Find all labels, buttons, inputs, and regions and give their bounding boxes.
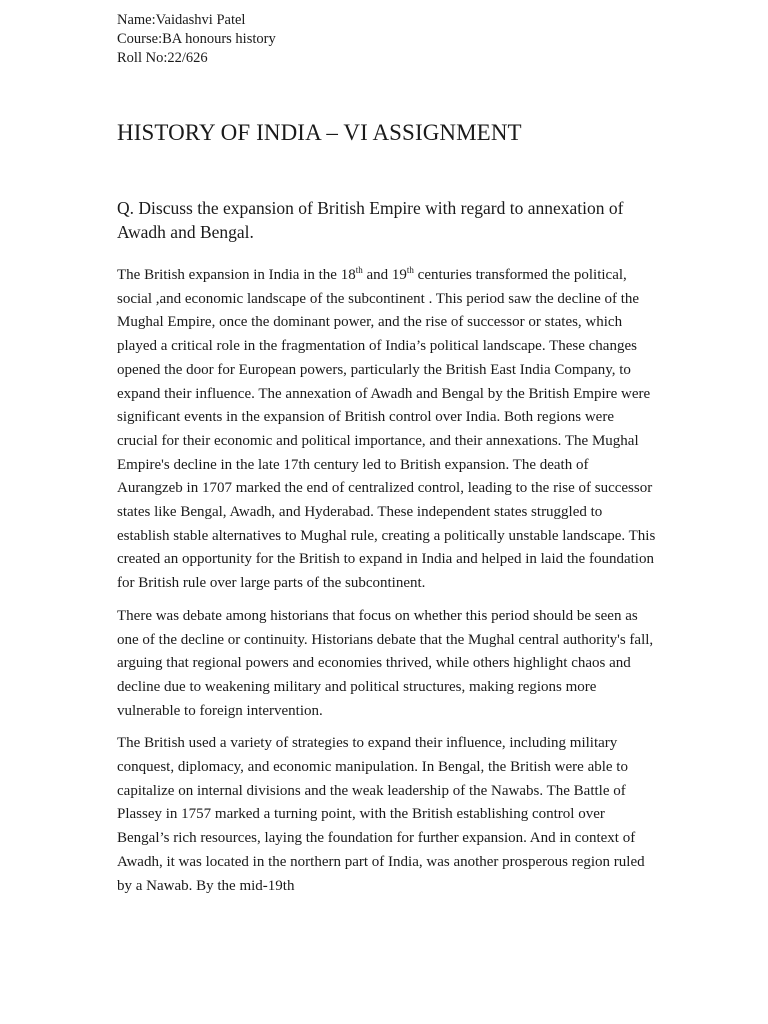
paragraph-1-part-c: centuries transformed the political, social ,and economic landscape of the subcontinent . This period saw the decline of the Mughal Empire, once the dominant power, and the rise of successor or states, which played a critical role in the fragmentation of India’s political landscape. These changes opened the door for European powers, particularly the British East India Company, to expand their influence. The annexation of Awadh and Bengal by the British Empire were significant events in the expansion of British control over India. Both regions were crucial for their economic and political importance, and their annexations. The Mughal Empire's decline in the late 17th century led to British expansion. The death of Aurangzeb in 1707 marked the end of centralized control, leading to the rise of successor states like Bengal, Awadh, and Hyderabad. These independent states struggled to establish stable alternatives to Mughal rule, creating a politically unstable landscape. This created an opportunity for the British to expand in India and helped in laid the foundation for British rule over large parts of the subcontinent.: [117, 267, 656, 592]
paragraph-2: There was debate among historians that focus on whether this period should be seen as one of the decline or continuity. Historians debate that the Mughal central authority's fall, arguing that regional powers and economies thrived, while others highlight chaos and decline due to weakening military and political structures, making regions more vulnerable to foreign intervention.: [117, 607, 654, 719]
paragraph-1: [117, 264, 657, 596]
roll-number: Roll No:22/626: [117, 50, 208, 66]
assignment-title: HISTORY OF INDIA – VI ASSIGNMENT: [117, 120, 522, 145]
student-header: [117, 11, 276, 68]
assignment-question: Q. Discuss the expansion of British Empire with regard to annexation of Awadh and Bengal.: [117, 198, 624, 242]
course-name: Course:BA honours history: [117, 31, 276, 47]
paragraph-3: The British used a variety of strategies to expand their influence, including military conquest, diplomacy, and economic manipulation. In Bengal, the British were able to capitalize on internal divisions and the weak leadership of the Nawabs. The Battle of Plassey in 1757 marked a turning point, with the British establishing control over Bengal’s rich resources, laying the foundation for further expansion. And in context of Awadh, it was located in the northern part of India, was another prosperous region ruled by a Nawab. By the mid-19th: [117, 735, 645, 894]
superscript-th-1: th: [355, 265, 363, 275]
student-name: Name:Vaidashvi Patel: [117, 12, 246, 28]
paragraph-1-part-a: The British expansion in India in the 18: [117, 267, 356, 283]
paragraph-1-part-b: and 19: [362, 267, 407, 283]
essay-body: [117, 264, 657, 907]
superscript-th-2: th: [406, 265, 414, 275]
